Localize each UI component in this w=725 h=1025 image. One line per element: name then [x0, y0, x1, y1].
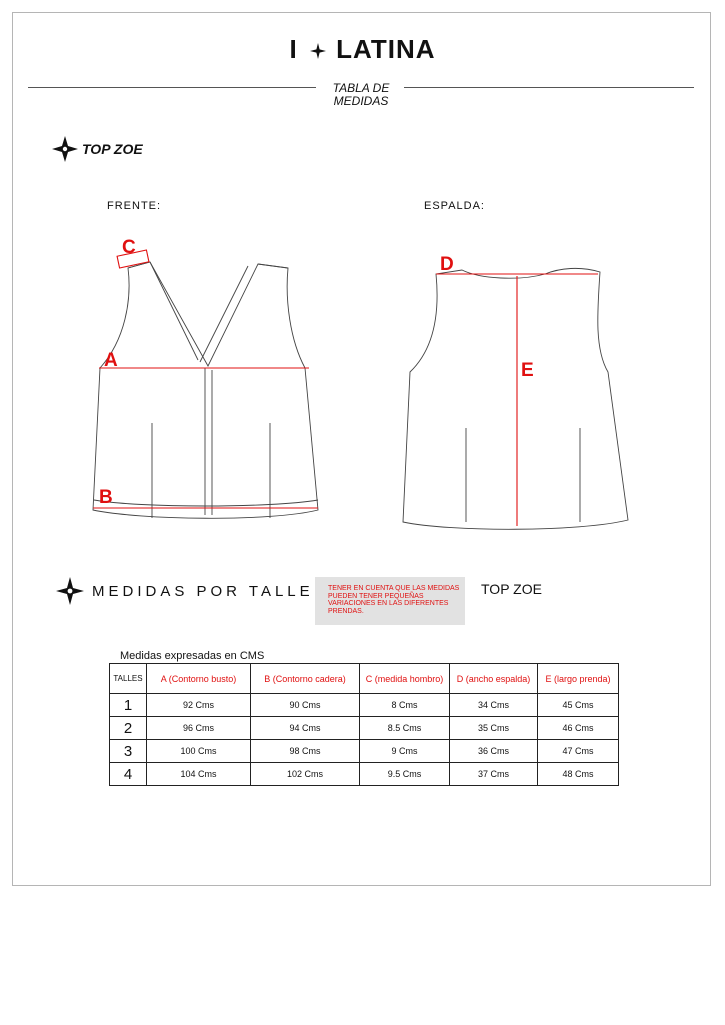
brand-name: LATINA [336, 34, 436, 64]
table-row [110, 694, 619, 717]
product-name: TOP ZOE [82, 141, 143, 157]
measure-label-b: B [99, 487, 113, 508]
table-cell: 47 Cms [538, 740, 619, 763]
front-garment-drawing [93, 262, 318, 518]
table-cell: 96 Cms [147, 717, 251, 740]
table-cell: 92 Cms [147, 694, 251, 717]
table-header: E (largo prenda) [538, 664, 619, 694]
table-row [110, 740, 619, 763]
table-cell: 94 Cms [251, 717, 360, 740]
table-header: A (Contorno busto) [147, 664, 251, 694]
table-header: TALLES [110, 664, 147, 694]
table-cell: 102 Cms [251, 763, 360, 786]
table-cell: 8.5 Cms [360, 717, 450, 740]
measures-heading-text: MEDIDAS POR TALLE [92, 582, 314, 600]
table-cell: 104 Cms [147, 763, 251, 786]
size-table [109, 663, 619, 786]
table-cell: 2 [110, 717, 147, 740]
table-cell: 35 Cms [450, 717, 538, 740]
table-cell: 34 Cms [450, 694, 538, 717]
table-cell: 90 Cms [251, 694, 360, 717]
table-header: C (medida hombro) [360, 664, 450, 694]
table-cell: 37 Cms [450, 763, 538, 786]
table-cell: 1 [110, 694, 147, 717]
measure-label-a: A [104, 350, 118, 371]
measure-label-d: D [440, 254, 454, 275]
table-row [110, 717, 619, 740]
back-garment-drawing [403, 268, 628, 529]
table-cell: 3 [110, 740, 147, 763]
table-cell: 100 Cms [147, 740, 251, 763]
front-view-label: FRENTE: [107, 200, 162, 212]
table-cell: 98 Cms [251, 740, 360, 763]
brand-prefix: I [289, 34, 298, 64]
page-subtitle: TABLA DE MEDIDAS [332, 81, 390, 108]
table-header: B (Contorno cadera) [251, 664, 360, 694]
measure-label-c: C [122, 237, 136, 258]
table-cell: 46 Cms [538, 717, 619, 740]
measures-heading [56, 577, 314, 605]
table-cell: 8 Cms [360, 694, 450, 717]
table-cell: 48 Cms [538, 763, 619, 786]
table-header: D (ancho espalda) [450, 664, 538, 694]
table-cell: 4 [110, 763, 147, 786]
table-cell: 9.5 Cms [360, 763, 450, 786]
table-header-row [110, 664, 619, 694]
measure-label-e: E [521, 360, 534, 381]
section-product-name: TOP ZOE [481, 581, 542, 597]
table-cell: 9 Cms [360, 740, 450, 763]
four-point-star-icon [56, 577, 84, 605]
variation-note: TENER EN CUENTA QUE LAS MEDIDAS PUEDEN TENER PEQUEÑAS VARIACIONES EN LAS DIFERENTES PRENDAS. [315, 577, 465, 625]
front-measure-lines [93, 250, 318, 508]
back-measure-lines [436, 274, 598, 526]
table-cell: 36 Cms [450, 740, 538, 763]
units-caption: Medidas expresadas en CMS [120, 650, 265, 662]
table-row [110, 763, 619, 786]
back-view-label: ESPALDA: [424, 200, 485, 212]
table-cell: 45 Cms [538, 694, 619, 717]
